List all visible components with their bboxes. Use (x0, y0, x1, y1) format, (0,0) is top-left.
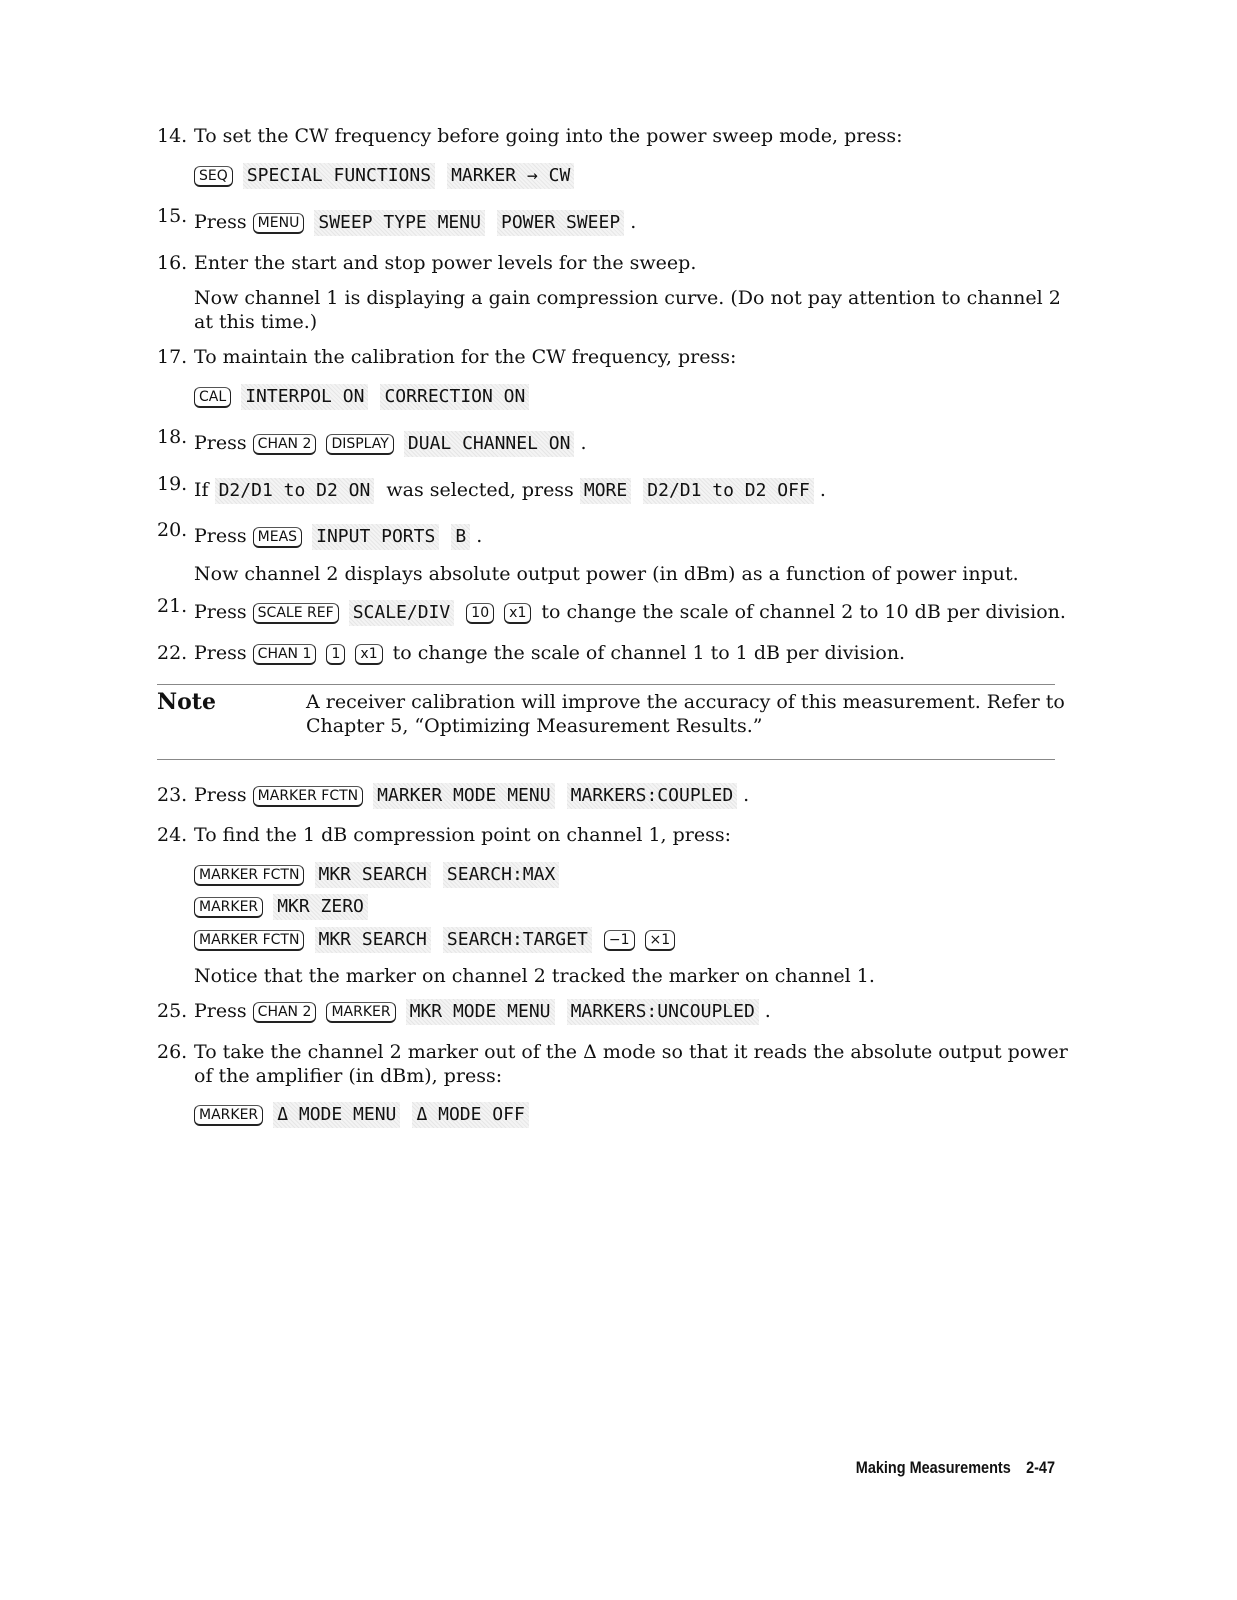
softkey-search-target: SEARCH:TARGET (443, 927, 592, 953)
note-text: A receiver calibration will improve the accuracy of this measurement. Refer to (306, 691, 1065, 713)
softkey-delta-mode-menu: Δ MODE MENU (273, 1102, 400, 1128)
step-paragraph: Now channel 2 displays absolute output power (in dBm) as a function of power input. (194, 563, 1019, 585)
hardkey-x1: ×1 (645, 930, 676, 951)
softkey-interpol-on: INTERPOL ON (241, 384, 368, 410)
step-text: Press (194, 525, 247, 547)
keystroke-row (194, 524, 482, 550)
softkey-mkr-search: MKR SEARCH (315, 927, 431, 953)
hardkey-display: DISPLAY (326, 434, 393, 455)
step-number: 25. (157, 1000, 188, 1022)
step-number: 15. (157, 205, 188, 227)
hardkey-x1: x1 (504, 603, 531, 624)
step-text: to change the scale of channel 2 to 10 dB per division. (541, 601, 1066, 623)
step-paragraph: at this time.) (194, 311, 318, 333)
step-text: Press (194, 642, 247, 664)
softkey-special-functions: SPECIAL FUNCTIONS (243, 163, 435, 189)
step-text: Press (194, 432, 247, 454)
softkey-sweep-type-menu: SWEEP TYPE MENU (314, 210, 485, 236)
hardkey-marker: MARKER (326, 1002, 395, 1023)
softkey-d2d1-off: D2/D1 to D2 OFF (643, 478, 814, 504)
step-text: To maintain the calibration for the CW frequency, press: (194, 346, 737, 368)
hardkey-marker-fctn: MARKER FCTN (194, 930, 304, 951)
step-number: 24. (157, 824, 188, 846)
softkey-marker-mode-menu: MARKER MODE MENU (373, 783, 554, 809)
keystroke-row (194, 894, 374, 920)
keystroke-row (194, 384, 535, 410)
hardkey-marker-fctn: MARKER FCTN (253, 786, 363, 807)
softkey-marker-cw: MARKER → CW (447, 163, 574, 189)
hardkey-seq: SEQ (194, 166, 233, 187)
hardkey-chan2: CHAN 2 (253, 1002, 317, 1023)
softkey-power-sweep: POWER SWEEP (497, 210, 624, 236)
step-number: 26. (157, 1041, 188, 1063)
keystroke-row (194, 163, 580, 189)
keystroke-row (194, 478, 826, 504)
step-text: Enter the start and stop power levels for the sweep. (194, 252, 697, 274)
punctuation: . (476, 525, 483, 547)
footer-page-number: 2-47 (1026, 1458, 1055, 1477)
step-text: To set the CW frequency before going into the power sweep mode, press: (194, 125, 903, 147)
divider (157, 759, 1055, 760)
keystroke-row (194, 641, 905, 665)
step-text: of the amplifier (in dBm), press: (194, 1065, 503, 1087)
hardkey-minus1: −1 (604, 930, 635, 951)
page-footer (838, 1458, 1055, 1478)
hardkey-menu: MENU (253, 213, 305, 234)
hardkey-marker-fctn: MARKER FCTN (194, 865, 304, 886)
softkey-mkr-zero: MKR ZERO (273, 894, 368, 920)
step-text: To find the 1 dB compression point on channel 1, press: (194, 824, 732, 846)
step-text: If (194, 479, 209, 501)
softkey-more: MORE (580, 478, 631, 504)
hardkey-10: 10 (466, 603, 494, 624)
softkey-mkr-search: MKR SEARCH (315, 862, 431, 888)
step-text: to change the scale of channel 1 to 1 dB per division. (392, 642, 906, 664)
step-number: 14. (157, 125, 188, 147)
hardkey-chan1: CHAN 1 (253, 644, 317, 665)
softkey-search-max: SEARCH:MAX (443, 862, 559, 888)
step-number: 21. (157, 595, 188, 617)
hardkey-marker: MARKER (194, 897, 263, 918)
hardkey-chan2: CHAN 2 (253, 434, 317, 455)
step-number: 16. (157, 252, 188, 274)
softkey-markers-uncoupled: MARKERS:UNCOUPLED (567, 999, 759, 1025)
footer-section-title: Making Measurements (855, 1458, 1011, 1477)
step-number: 18. (157, 426, 188, 448)
step-number: 23. (157, 784, 188, 806)
keystroke-row (194, 600, 1066, 626)
keystroke-row (194, 1102, 535, 1128)
softkey-mkr-mode-menu: MKR MODE MENU (406, 999, 555, 1025)
step-text: Press (194, 601, 247, 623)
hardkey-scale-ref: SCALE REF (253, 603, 339, 624)
keystroke-row (194, 783, 749, 809)
softkey-b: B (451, 524, 470, 550)
note-text: Chapter 5, “Optimizing Measurement Results.” (306, 715, 763, 737)
note-heading: Note (157, 689, 216, 715)
softkey-scale-div: SCALE/DIV (349, 600, 455, 626)
step-text: was selected, press (386, 479, 574, 501)
step-number: 19. (157, 473, 188, 495)
step-number: 20. (157, 519, 188, 541)
step-text: Press (194, 211, 247, 233)
punctuation: . (764, 1000, 771, 1022)
keystroke-row (194, 927, 679, 953)
step-paragraph: Notice that the marker on channel 2 tracked the marker on channel 1. (194, 965, 875, 987)
hardkey-marker: MARKER (194, 1105, 263, 1126)
keystroke-row (194, 999, 771, 1025)
softkey-correction-on: CORRECTION ON (380, 384, 529, 410)
hardkey-cal: CAL (194, 387, 231, 408)
keystroke-row (194, 210, 636, 236)
divider (157, 684, 1055, 685)
hardkey-x1: x1 (355, 644, 382, 665)
punctuation: . (630, 211, 637, 233)
step-text: Press (194, 784, 247, 806)
softkey-d2d1-on: D2/D1 to D2 ON (215, 478, 375, 504)
punctuation: . (819, 479, 826, 501)
step-text: Press (194, 1000, 247, 1022)
step-text: To take the channel 2 marker out of the Δ mode so that it reads the absolute output power (194, 1041, 1068, 1063)
punctuation: . (580, 432, 587, 454)
hardkey-1: 1 (326, 644, 345, 665)
softkey-dual-channel-on: DUAL CHANNEL ON (404, 431, 575, 457)
step-number: 22. (157, 642, 188, 664)
softkey-markers-coupled: MARKERS:COUPLED (567, 783, 738, 809)
keystroke-row (194, 431, 587, 457)
hardkey-meas: MEAS (253, 527, 302, 548)
step-paragraph: Now channel 1 is displaying a gain compression curve. (Do not pay attention to channel 2 (194, 287, 1061, 309)
punctuation: . (743, 784, 750, 806)
softkey-delta-mode-off: Δ MODE OFF (412, 1102, 528, 1128)
step-number: 17. (157, 346, 188, 368)
keystroke-row (194, 862, 565, 888)
softkey-input-ports: INPUT PORTS (312, 524, 439, 550)
